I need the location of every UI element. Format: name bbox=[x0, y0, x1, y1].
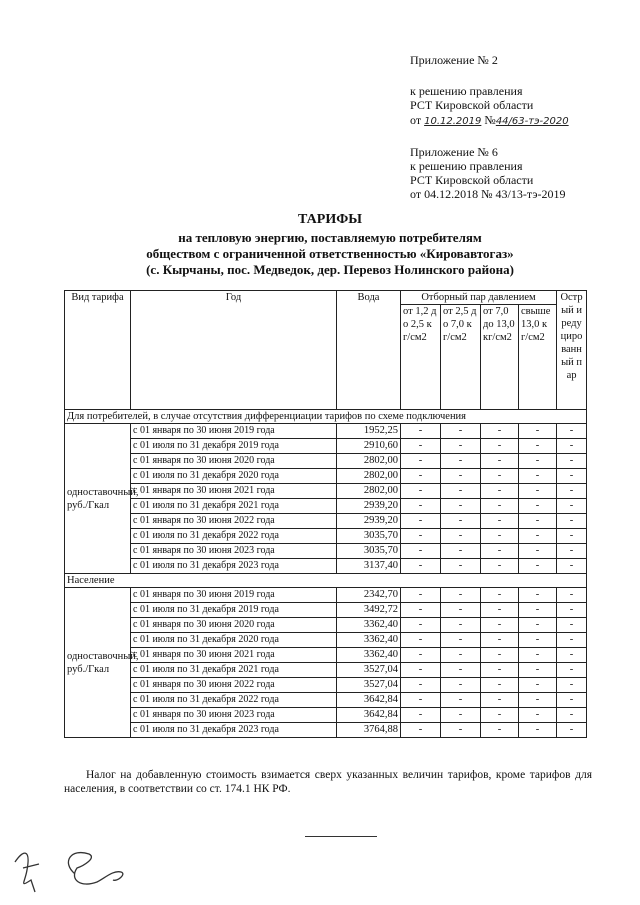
empty-dash-cell: - bbox=[441, 708, 481, 723]
date-prefix: от bbox=[410, 113, 422, 127]
table-row bbox=[65, 693, 587, 708]
empty-dash-cell: - bbox=[401, 439, 441, 454]
table-row bbox=[65, 544, 587, 559]
empty-dash-cell: - bbox=[481, 514, 519, 529]
handwritten-number: 44/63-тэ-2020 bbox=[495, 116, 569, 127]
water-value: 3035,70 bbox=[337, 529, 401, 544]
empty-dash-cell: - bbox=[519, 678, 557, 693]
col-header-year: Год bbox=[131, 291, 337, 410]
table-row bbox=[65, 454, 587, 469]
table-row bbox=[65, 514, 587, 529]
empty-dash-cell: - bbox=[441, 723, 481, 738]
empty-dash-cell: - bbox=[441, 648, 481, 663]
empty-dash-cell: - bbox=[519, 424, 557, 439]
empty-dash-cell: - bbox=[519, 544, 557, 559]
empty-dash-cell: - bbox=[481, 618, 519, 633]
empty-dash-cell: - bbox=[481, 529, 519, 544]
water-value: 3035,70 bbox=[337, 544, 401, 559]
empty-dash-cell: - bbox=[481, 708, 519, 723]
appendix-2-label: Приложение № 2 bbox=[410, 53, 498, 67]
empty-dash-cell: - bbox=[519, 693, 557, 708]
tariff-table bbox=[64, 290, 587, 738]
decision-line-1: к решению правления bbox=[410, 84, 523, 98]
separator-line bbox=[305, 836, 377, 837]
decision-date-line bbox=[410, 113, 569, 129]
title-main: ТАРИФЫ bbox=[298, 212, 362, 227]
empty-dash-cell: - bbox=[441, 633, 481, 648]
empty-dash-cell: - bbox=[557, 618, 587, 633]
empty-dash-cell: - bbox=[557, 469, 587, 484]
title-line-3: (с. Кырчаны, пос. Медведок, дер. Перевоз Нолинского района) bbox=[146, 262, 514, 277]
period-cell: с 01 июля по 31 декабря 2021 года bbox=[131, 663, 337, 678]
table-row bbox=[65, 618, 587, 633]
table-row bbox=[65, 603, 587, 618]
empty-dash-cell: - bbox=[519, 484, 557, 499]
period-cell: с 01 января по 30 июня 2023 года bbox=[131, 708, 337, 723]
empty-dash-cell: - bbox=[557, 603, 587, 618]
empty-dash-cell: - bbox=[519, 559, 557, 574]
section-row bbox=[65, 574, 587, 588]
table-row bbox=[65, 559, 587, 574]
empty-dash-cell: - bbox=[481, 424, 519, 439]
empty-dash-cell: - bbox=[441, 469, 481, 484]
table-row bbox=[65, 529, 587, 544]
period-cell: с 01 января по 30 июня 2020 года bbox=[131, 618, 337, 633]
empty-dash-cell: - bbox=[557, 678, 587, 693]
empty-dash-cell: - bbox=[401, 633, 441, 648]
period-cell: с 01 июля по 31 декабря 2022 года bbox=[131, 529, 337, 544]
empty-dash-cell: - bbox=[401, 514, 441, 529]
col-header-type: Вид тарифа bbox=[65, 291, 131, 410]
water-value: 3362,40 bbox=[337, 633, 401, 648]
water-value: 3764,88 bbox=[337, 723, 401, 738]
empty-dash-cell: - bbox=[401, 723, 441, 738]
number-prefix: № bbox=[484, 113, 496, 127]
empty-dash-cell: - bbox=[441, 424, 481, 439]
empty-dash-cell: - bbox=[401, 499, 441, 514]
table-row bbox=[65, 633, 587, 648]
period-cell: с 01 января по 30 июня 2021 года bbox=[131, 648, 337, 663]
period-cell: с 01 января по 30 июня 2022 года bbox=[131, 678, 337, 693]
section-title: Для потребителей, в случае отсутствия дифференциации тарифов по схеме подключения bbox=[65, 410, 587, 424]
empty-dash-cell: - bbox=[557, 663, 587, 678]
empty-dash-cell: - bbox=[557, 559, 587, 574]
water-value: 2342,70 bbox=[337, 588, 401, 603]
water-value: 3642,84 bbox=[337, 708, 401, 723]
empty-dash-cell: - bbox=[557, 588, 587, 603]
empty-dash-cell: - bbox=[481, 648, 519, 663]
empty-dash-cell: - bbox=[557, 499, 587, 514]
tariff-unit: одноставочный, руб./Гкал bbox=[65, 588, 131, 738]
period-cell: с 01 июля по 31 декабря 2020 года bbox=[131, 469, 337, 484]
empty-dash-cell: - bbox=[481, 559, 519, 574]
empty-dash-cell: - bbox=[481, 499, 519, 514]
empty-dash-cell: - bbox=[519, 499, 557, 514]
empty-dash-cell: - bbox=[401, 693, 441, 708]
empty-dash-cell: - bbox=[441, 454, 481, 469]
empty-dash-cell: - bbox=[557, 439, 587, 454]
water-value: 2910,60 bbox=[337, 439, 401, 454]
table-row bbox=[65, 678, 587, 693]
table-row bbox=[65, 424, 587, 439]
table-row bbox=[65, 663, 587, 678]
empty-dash-cell: - bbox=[441, 603, 481, 618]
empty-dash-cell: - bbox=[557, 544, 587, 559]
section-row bbox=[65, 410, 587, 424]
period-cell: с 01 января по 30 июня 2019 года bbox=[131, 424, 337, 439]
empty-dash-cell: - bbox=[401, 454, 441, 469]
empty-dash-cell: - bbox=[481, 693, 519, 708]
period-cell: с 01 июля по 31 декабря 2021 года bbox=[131, 499, 337, 514]
empty-dash-cell: - bbox=[401, 603, 441, 618]
empty-dash-cell: - bbox=[441, 663, 481, 678]
empty-dash-cell: - bbox=[481, 544, 519, 559]
empty-dash-cell: - bbox=[481, 663, 519, 678]
table-row bbox=[65, 588, 587, 603]
water-value: 3362,40 bbox=[337, 648, 401, 663]
empty-dash-cell: - bbox=[519, 454, 557, 469]
vat-note: Налог на добавленную стоимость взимается сверх указанных величин тарифов, кроме тарифов для населения, в соответствии со ст. 174.1 НК РФ. bbox=[64, 769, 592, 795]
period-cell: с 01 января по 30 июня 2019 года bbox=[131, 588, 337, 603]
empty-dash-cell: - bbox=[519, 603, 557, 618]
tariff-table-body bbox=[65, 291, 587, 738]
empty-dash-cell: - bbox=[401, 618, 441, 633]
section-title: Население bbox=[65, 574, 587, 588]
col-header-residual: Острый и редуцированный пар bbox=[557, 291, 587, 410]
empty-dash-cell: - bbox=[557, 648, 587, 663]
empty-dash-cell: - bbox=[401, 559, 441, 574]
water-value: 3642,84 bbox=[337, 693, 401, 708]
empty-dash-cell: - bbox=[441, 693, 481, 708]
period-cell: с 01 января по 30 июня 2023 года bbox=[131, 544, 337, 559]
empty-dash-cell: - bbox=[519, 469, 557, 484]
empty-dash-cell: - bbox=[557, 708, 587, 723]
col-header-steam-1: от 1,2 до 2,5 кг/см2 bbox=[401, 305, 441, 410]
empty-dash-cell: - bbox=[557, 454, 587, 469]
signature-marks bbox=[5, 840, 145, 900]
table-row bbox=[65, 439, 587, 454]
signature-1 bbox=[15, 853, 39, 892]
col-header-steam-2: от 2,5 до 7,0 кг/см2 bbox=[441, 305, 481, 410]
empty-dash-cell: - bbox=[481, 588, 519, 603]
period-cell: с 01 июля по 31 декабря 2023 года bbox=[131, 559, 337, 574]
period-cell: с 01 июля по 31 декабря 2019 года bbox=[131, 439, 337, 454]
empty-dash-cell: - bbox=[519, 439, 557, 454]
empty-dash-cell: - bbox=[519, 723, 557, 738]
title-line-2: обществом с ограниченной ответственностью «Кировавтогаз» bbox=[146, 246, 514, 261]
empty-dash-cell: - bbox=[441, 529, 481, 544]
empty-dash-cell: - bbox=[557, 424, 587, 439]
empty-dash-cell: - bbox=[401, 708, 441, 723]
signature-2 bbox=[68, 853, 122, 884]
handwritten-date: 10.12.2019 bbox=[424, 116, 482, 127]
period-cell: с 01 января по 30 июня 2022 года bbox=[131, 514, 337, 529]
empty-dash-cell: - bbox=[441, 499, 481, 514]
col-header-steam-4: свыше 13,0 кг/см2 bbox=[519, 305, 557, 410]
empty-dash-cell: - bbox=[557, 514, 587, 529]
table-row bbox=[65, 708, 587, 723]
empty-dash-cell: - bbox=[441, 678, 481, 693]
water-value: 3137,40 bbox=[337, 559, 401, 574]
period-cell: с 01 июля по 31 декабря 2022 года bbox=[131, 693, 337, 708]
empty-dash-cell: - bbox=[401, 424, 441, 439]
water-value: 2802,00 bbox=[337, 484, 401, 499]
header-row-1 bbox=[65, 291, 587, 305]
empty-dash-cell: - bbox=[481, 454, 519, 469]
empty-dash-cell: - bbox=[519, 663, 557, 678]
col-header-water: Вода bbox=[337, 291, 401, 410]
empty-dash-cell: - bbox=[441, 544, 481, 559]
period-cell: с 01 июля по 31 декабря 2020 года bbox=[131, 633, 337, 648]
empty-dash-cell: - bbox=[481, 603, 519, 618]
decision6-line-2: РСТ Кировской области bbox=[410, 173, 534, 187]
empty-dash-cell: - bbox=[519, 529, 557, 544]
empty-dash-cell: - bbox=[481, 439, 519, 454]
table-row bbox=[65, 499, 587, 514]
empty-dash-cell: - bbox=[519, 633, 557, 648]
period-cell: с 01 июля по 31 декабря 2023 года bbox=[131, 723, 337, 738]
table-row bbox=[65, 648, 587, 663]
empty-dash-cell: - bbox=[519, 618, 557, 633]
empty-dash-cell: - bbox=[481, 723, 519, 738]
empty-dash-cell: - bbox=[557, 693, 587, 708]
empty-dash-cell: - bbox=[401, 678, 441, 693]
water-value: 2939,20 bbox=[337, 514, 401, 529]
title-line-1: на тепловую энергию, поставляемую потребителям bbox=[178, 230, 482, 245]
decision6-line-3: от 04.12.2018 № 43/13-тэ-2019 bbox=[410, 187, 566, 201]
water-value: 2802,00 bbox=[337, 469, 401, 484]
empty-dash-cell: - bbox=[401, 648, 441, 663]
empty-dash-cell: - bbox=[557, 484, 587, 499]
empty-dash-cell: - bbox=[441, 618, 481, 633]
water-value: 2802,00 bbox=[337, 454, 401, 469]
water-value: 2939,20 bbox=[337, 499, 401, 514]
empty-dash-cell: - bbox=[401, 663, 441, 678]
col-header-steam: Отборный пар давлением bbox=[401, 291, 557, 305]
table-row bbox=[65, 723, 587, 738]
tariff-unit: одноставочный, руб./Гкал bbox=[65, 424, 131, 574]
water-value: 3492,72 bbox=[337, 603, 401, 618]
empty-dash-cell: - bbox=[441, 484, 481, 499]
empty-dash-cell: - bbox=[557, 529, 587, 544]
empty-dash-cell: - bbox=[441, 559, 481, 574]
empty-dash-cell: - bbox=[401, 484, 441, 499]
empty-dash-cell: - bbox=[401, 588, 441, 603]
empty-dash-cell: - bbox=[401, 469, 441, 484]
empty-dash-cell: - bbox=[481, 678, 519, 693]
empty-dash-cell: - bbox=[557, 723, 587, 738]
empty-dash-cell: - bbox=[401, 529, 441, 544]
table-row bbox=[65, 484, 587, 499]
empty-dash-cell: - bbox=[519, 588, 557, 603]
decision6-line-1: к решению правления bbox=[410, 159, 523, 173]
empty-dash-cell: - bbox=[481, 484, 519, 499]
water-value: 3527,04 bbox=[337, 663, 401, 678]
water-value: 3527,04 bbox=[337, 678, 401, 693]
empty-dash-cell: - bbox=[441, 439, 481, 454]
col-header-steam-3: от 7,0 до 13,0 кг/см2 bbox=[481, 305, 519, 410]
table-row bbox=[65, 469, 587, 484]
empty-dash-cell: - bbox=[441, 514, 481, 529]
period-cell: с 01 июля по 31 декабря 2019 года bbox=[131, 603, 337, 618]
period-cell: с 01 января по 30 июня 2021 года bbox=[131, 484, 337, 499]
period-cell: с 01 января по 30 июня 2020 года bbox=[131, 454, 337, 469]
empty-dash-cell: - bbox=[481, 469, 519, 484]
decision-line-2: РСТ Кировской области bbox=[410, 98, 534, 112]
empty-dash-cell: - bbox=[401, 544, 441, 559]
empty-dash-cell: - bbox=[519, 648, 557, 663]
appendix-6-label: Приложение № 6 bbox=[410, 145, 498, 159]
empty-dash-cell: - bbox=[557, 633, 587, 648]
water-value: 1952,25 bbox=[337, 424, 401, 439]
empty-dash-cell: - bbox=[441, 588, 481, 603]
empty-dash-cell: - bbox=[519, 708, 557, 723]
water-value: 3362,40 bbox=[337, 618, 401, 633]
empty-dash-cell: - bbox=[481, 633, 519, 648]
empty-dash-cell: - bbox=[519, 514, 557, 529]
